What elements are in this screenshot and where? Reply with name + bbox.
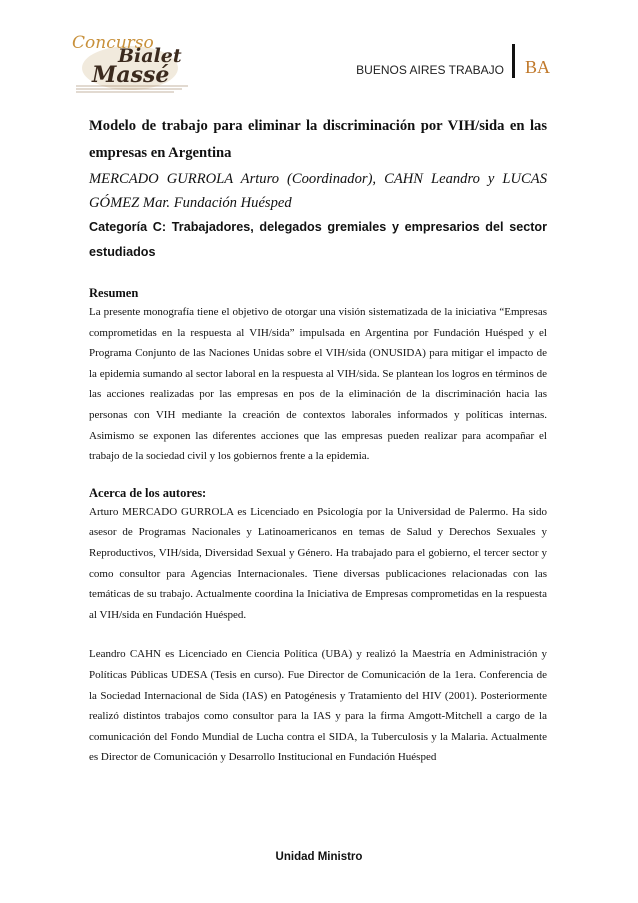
concurso-bialet-masse-logo bbox=[70, 28, 198, 96]
authors-line-2: GÓMEZ Mar. Fundación Huésped bbox=[89, 195, 292, 211]
header-divider bbox=[512, 44, 515, 78]
document-title: Modelo de trabajo para eliminar la discriminación por VIH/sida en las empresas en Argentina bbox=[89, 118, 547, 161]
page-footer: Unidad Ministro bbox=[275, 851, 363, 863]
authors-line-1: MERCADO GURROLA Arturo (Coordinador), CAHN Leandro y LUCAS bbox=[89, 171, 547, 187]
author-bio-cahn: Leandro CAHN es Licenciado en Ciencia Política (UBA) y realizó la Maestría en Administración y Políticas Públicas UDESA (Tesis en curso). Fue Director de Comunicación de la 1era. Conferencia de la Sociedad Internacional de Sida (IAS) en Patogénesis y Tratamiento del HIV (2001). Posteriormente realizó distintos trabajos como consultor para la IAS y para la firma Amgott-Mitchell a cargo de la comunicación del Fondo Mundial de Lucha contra el SIDA, la Tuberculosis y la Malaria. Actualmente es Director de Comunicación y Desarrollo Institucional en Fundación Huésped bbox=[89, 648, 547, 764]
resumen-heading: Resumen bbox=[89, 286, 139, 300]
logo-word-bialet: Bialet bbox=[118, 45, 182, 67]
logo-word-masse: Massé bbox=[92, 62, 170, 88]
resumen-paragraph: La presente monografía tiene el objetivo de otorgar una visión sistematizada de la iniciativa “Empresas comprometidas en la respuesta al VIH/sida” impulsada en Argentina por Fundación Huésped y el Programa Conjunto de las Naciones Unidas sobre el VIH/sida (ONUSIDA) para mitigar el impacto de la epidemia sumando al sector laboral en la respuesta al VIH/sida. Se plantean los logros en términos de las acciones realizadas por las empresas en pos de la eliminación de la discriminación hacia las personas con VIH mediante la creación de contextos laborales informados y políticas internas. Asimismo se exponen las diferentes acciones que las empresas pueden realizar para acompañar el trabajo de la sociedad civil y los gobiernos frente a la epidemia. bbox=[89, 306, 547, 463]
author-bio-mercado: Arturo MERCADO GURROLA es Licenciado en Psicología por la Universidad de Palermo. Ha sido asesor de Programas Nacionales y Latinoamericanos en temas de Salud y Derechos Sexuales y Reproductivos, VIH/sida, Diversidad Sexual y Género. Ha trabajado para el gobierno, el tercer sector y como consultor para Agencias Internacionales. Tiene diversas publicaciones relacionadas con las temáticas de su trabajo. Actualmente coordina la Iniciativa de Empresas comprometidas en la respuesta al VIH/sida en Fundación Huésped. bbox=[89, 505, 547, 621]
header-abbr: BA bbox=[524, 57, 550, 77]
logo-graphic bbox=[70, 28, 198, 96]
header-label: BUENOS AIRES TRABAJO bbox=[356, 63, 504, 77]
header-branding bbox=[356, 44, 550, 78]
document-authors bbox=[89, 167, 547, 215]
logo-word-concurso: Concurso bbox=[72, 33, 154, 53]
document-body bbox=[89, 113, 547, 768]
acerca-heading: Acerca de los autores: bbox=[89, 485, 207, 500]
document-category: Categoría C: Trabajadores, delegados gremiales y empresarios del sector estudiados bbox=[89, 220, 547, 259]
